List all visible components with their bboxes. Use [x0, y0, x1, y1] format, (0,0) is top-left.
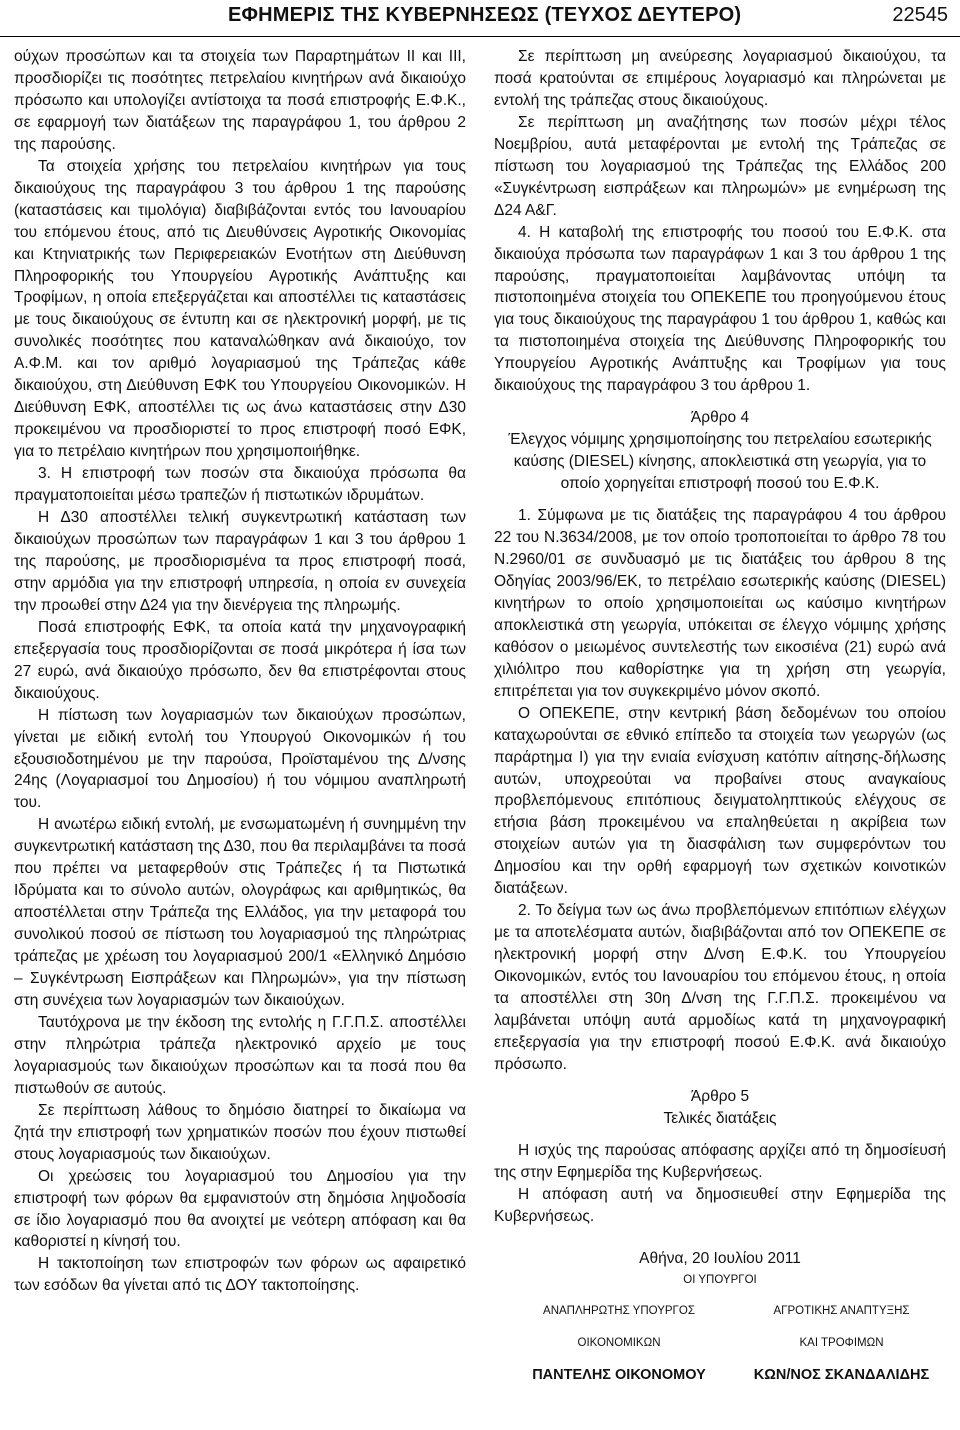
paragraph: Τα στοιχεία χρήσης του πετρελαίου κινητήρων για τους δικαιούχους της παραγράφου 3 του άρθρου 1 της παρούσης (καταστάσεις και τιμολόγια) διαβιβάζονται εντός του Ιανουαρίου του επόμενου έτους, από τις Διευθύνσεις Αγροτικής Οικονομίας και Κτηνιατρικής των Περιφερειακών Ενοτήτων στη Διεύθυνση Πληροφορικής του Υπουργείου Αγροτικής Ανάπτυξης και Τροφίμων, η οποία επεξεργάζεται και αποστέλλει τις καταστάσεις με τους δικαιούχους σε έντυπη και σε ηλεκτρονική μορφή, με τις συνολικές ποσότητες που καταναλώθηκαν ανά δικαιούχο, τον Α.Φ.Μ. και τον αριθμό λογαριασμού της Τράπεζας κάθε δικαιούχου, στη Διεύθυνση ΕΦΚ του Υπουργείου Οικονομικών. Η Διεύθυνση ΕΦΚ, αποστέλλει τις ως άνω καταστάσεις στην Δ30 προκειμένου να προσδιοριστεί το προς επιστροφή ποσό ΕΦΚ, για το πετρέλαιο κινητήρων που χρησιμοποιήθηκε. — [14, 157, 466, 461]
signatory-title: ΟΙΚΟΝΟΜΙΚΩΝ — [577, 1337, 661, 1350]
paragraph: 4. Η καταβολή της επιστροφής του ποσού του Ε.Φ.Κ. στα δικαιούχα πρόσωπα των παραγράφων 1 και 3 του άρθρου 1 της παρούσης, πραγματοποιείται λαμβάνοντας υπόψη τα πιστοποιημένα στοιχεία του ΟΠΕΚΕΠΕ του προηγούμενου έτους για τους δικαιούχους της παραγράφου 1 του άρθρου 1, καθώς και τα πιστοποιημένα στοιχεία της Διεύθυνσης Πληροφορικής του Υπουργείου Αγροτικής Ανάπτυξης και Τροφίμων για τους δικαιούχους της παραγράφου 3 του άρθρου 1. — [494, 223, 946, 395]
paragraph: 1. Σύμφωνα με τις διατάξεις της παραγράφου 4 του άρθρου 22 του Ν.3634/2008, με τον οποίο τροποποιείται το άρθρο 78 του Ν.2960/01 σε συνδυασμό με τις διατάξεις του άρθρου 8 της Οδηγίας 2003/96/ΕΚ, το πετρέλαιο εσωτερικής καύσης (DIESEL) κινητήρων το οποίο χρησιμοποιείται ως καύσιμο κινητήρων αποκλειστικά στη γεωργία, υπόκειται σε έλεγχο νόμιμης χρήσης καθόσον ο μειωμένος συντελεστής των εικοσιένα (21) ευρώ ανά χιλιόλιτρο που καθορίστηκε για τη χρήση στη γεωργία, επιτρέπεται για τον συγκεκριμένο μόνον σκοπό. — [494, 507, 946, 700]
paragraph: Ποσά επιστροφής ΕΦΚ, τα οποία κατά την μηχανογραφική επεξεργασία τους προσδιορίζονται σε ποσά μικρότερα ή ίσα των 27 ευρώ, ανά δικαιούχο πρόσωπο, δεν θα επιστρέφονται στους δικαιούχους. — [14, 618, 466, 702]
paragraph: Σε περίπτωση λάθους το δημόσιο διατηρεί το δικαίωμα να ζητά την επιστροφή των χρηματικών ποσών που έχουν πιστωθεί στους λογαριασμούς των δικαιούχων. — [14, 1101, 466, 1163]
paragraph: 2. Το δείγμα των ως άνω προβλεπόμενων επιτόπιων ελέγχων με τα αποτελέσματα αυτών, διαβιβάζονται από τον ΟΠΕΚΕΠΕ σε ηλεκτρονική μορφή στην Δ/νση Ε.Φ.Κ. του Υπουργείου Οικονομικών, εντός του Ιανουαρίου του επόμενου έτους, η οποία τα αποστέλλει στη 30η Δ/νση της Γ.Γ.Π.Σ. προκειμένου να λαμβάνεται υπόψη αυτά αρμοδίως κατά τη μηχανογραφική επεξεργασία για την επιστροφή ποσού Ε.Φ.Κ. ανά δικαιούχο πρόσωπο. — [494, 902, 946, 1073]
page-number: 22545 — [892, 4, 948, 26]
signatory-title-row-2 — [494, 1333, 946, 1355]
paragraph: Η απόφαση αυτή να δημοσιευθεί στην Εφημερίδα της Κυβερνήσεως. — [494, 1185, 946, 1225]
paragraph: Ταυτόχρονα με την έκδοση της εντολής η Γ.Γ.Π.Σ. αποστέλλει στην πληρώτρια τράπεζα ηλεκτρονικό αρχείο με τους λογαριασμούς των δικαιούχων προσώπων και τα ποσά που θα πιστωθούν σε αυτούς. — [14, 1013, 466, 1097]
signatory-names-row — [494, 1365, 946, 1387]
signatory-name: ΚΩΝ/ΝΟΣ ΣΚΑΝΔΑΛΙΔΗΣ — [753, 1367, 930, 1384]
signatory-name: ΠΑΝΤΕΛΗΣ ΟΙΚΟΝΟΜΟΥ — [532, 1367, 706, 1384]
place-date: Αθήνα, 20 Ιουλίου 2011 — [639, 1249, 801, 1267]
paragraph: ούχων προσώπων και τα στοιχεία των Παραρτημάτων ΙΙ και ΙΙΙ, προσδιορίζει τις ποσότητες πετρελαίου κινητήρων ανά δικαιούχο πρόσωπο και υπολογίζει αντίστοιχα τα ποσά επιστροφής Ε.Φ.Κ., σε εφαρμογή των διατάξεων της παραγράφου 1, του άρθρου 2 της παρούσης. — [14, 48, 466, 153]
gazette-title: ΕΦΗΜΕΡΙΣ ΤΗΣ ΚΥΒΕΡΝΗΣΕΩΣ (ΤΕΥΧΟΣ ΔΕΥΤΕΡΟ) — [228, 4, 742, 26]
signatory-title-row-1 — [494, 1301, 946, 1323]
right-column — [494, 46, 946, 1387]
article-5-heading: Άρθρο 5 — [690, 1087, 750, 1105]
ministers-label: ΟΙ ΥΠΟΥΡΓΟΙ — [683, 1273, 757, 1286]
paragraph: Η πίστωση των λογαριασμών των δικαιούχων προσώπων, γίνεται με ειδική εντολή του Υπουργού Οικονομικών ή του εξουσιοδοτημένου με την παρούσα, Προϊσταμένου της Δ/νσης 24ης (Λογαριασμοί του Δημοσίου) ή του νόμιμου αναπληρωτή του. — [14, 706, 466, 812]
signatory-title: ΑΓΡΟΤΙΚΗΣ ΑΝΑΠΤΥΞΗΣ — [773, 1305, 910, 1318]
article-5-title: Τελικές διατάξεις — [663, 1109, 777, 1127]
paragraph: 3. Η επιστροφή των ποσών στα δικαιούχα πρόσωπα θα πραγματοποιείται μέσω τραπεζών ή πιστωτικών ιδρυμάτων. — [14, 465, 466, 505]
paragraph: Η τακτοποίηση των επιστροφών των φόρων ως αφαιρετικό των εσόδων θα γίνεται από τις ΔΟΥ τακτοποίησης. — [14, 1255, 466, 1295]
paragraph: Σε περίπτωση μη αναζήτησης των ποσών μέχρι τέλος Νοεμβρίου, αυτά μεταφέρονται με εντολή της Τράπεζας σε πίστωση του λογαριασμού της Τράπεζας της Ελλάδος 200 «Συγκέντρωση εισπράξεων και πληρωμών» με ενημέρωση της Δ24 Α&Γ. — [494, 113, 946, 219]
article-4-heading: Άρθρο 4 — [690, 409, 750, 427]
gazette-header — [0, 0, 960, 37]
signatory-title: ΚΑΙ ΤΡΟΦΙΜΩΝ — [799, 1337, 884, 1350]
paragraph: Η Δ30 αποστέλλει τελική συγκεντρωτική κατάσταση των δικαιούχων προσώπων των παραγράφων 1 και 3 του άρθρου 1 της παρούσης, με προσδιορισμένα τα προς επιστροφή ποσά, στην αρμόδια για την επιστροφή υπηρεσία, η οποία εν συνεχεία την προωθεί στην Δ24 για την διενέργεια της πληρωμής. — [14, 509, 466, 614]
paragraph: Η ανωτέρω ειδική εντολή, με ενσωματωμένη ή συνημμένη την συγκεντρωτική κατάσταση της Δ30, που θα περιλαμβάνει τα ποσά που πρέπει να μεταφερθούν στις Τράπεζες ή τα Πιστωτικά Ιδρύματα και το σύνολο αυτών, ολογράφως και αριθμητικώς, θα αποστέλλεται στην Τράπεζα της Ελλάδος, για την μεταφορά του συνολικού ποσού σε πίστωση του λογαριασμού της πληρώτριας τράπεζας με χρέωση του λογαριασμού 200/1 «Ελληνικό Δημόσιο – Συγκέντρωση Εισπράξεων και Πληρωμών», για την πίστωση στη συνέχεια των λογαριασμών των δικαιούχων. — [14, 816, 466, 1009]
left-column — [14, 46, 466, 1297]
paragraph: Οι χρεώσεις του λογαριασμού του Δημοσίου για την επιστροφή των φόρων θα εμφανιστούν στη δημόσια ληψοδοσία σε ίδιο λογαριασμό που θα ανοιχτεί με νεότερη απόφαση και θα καθοριστεί η κίνησή του. — [14, 1167, 466, 1251]
paragraph: Ο ΟΠΕΚΕΠΕ, στην κεντρική βάση δεδομένων του οποίου καταχωρούνται σε εθνικό επίπεδο τα στοιχεία των γεωργών (ως παράρτημα Ι) για την ενιαία ενίσχυση κατόπιν αίτησης-δήλωσης αυτών, υποχρεούται να προβαίνει στους αναγκαίους προβλεπόμενους επιτόπιους δειγματοληπτικούς ελέγχους σε ετήσια βάση προκειμένου να επαληθεύεται η ακρίβεια των στοιχείων αυτών για τη διασφάλιση των συμφερόντων του Δημοσίου και την ορθή εφαρμογή των σχετικών κοινοτικών διατάξεων. — [494, 704, 946, 898]
paragraph: Η ισχύς της παρούσας απόφασης αρχίζει από τη δημοσίευσή της στην Εφημερίδα της Κυβερνήσεως. — [494, 1141, 946, 1181]
paragraph: Σε περίπτωση μη ανεύρεσης λογαριασμού δικαιούχου, τα ποσά κρατούνται σε επιμέρους λογαριασμό και πληρώνεται με εντολή της τράπεζας στους δικαιούχους. — [494, 48, 946, 109]
article-4-title: Έλεγχος νόμιμης χρησιμοποίησης του πετρελαίου εσωτερικής καύσης (DIESEL) κίνησης, αποκλειστικά στη γεωργία, για το οποίο χορηγείται επιστροφή ποσού του Ε.Φ.Κ. — [508, 431, 932, 493]
signatory-title: ΑΝΑΠΛΗΡΩΤΗΣ ΥΠΟΥΡΓΟΣ — [543, 1305, 695, 1318]
